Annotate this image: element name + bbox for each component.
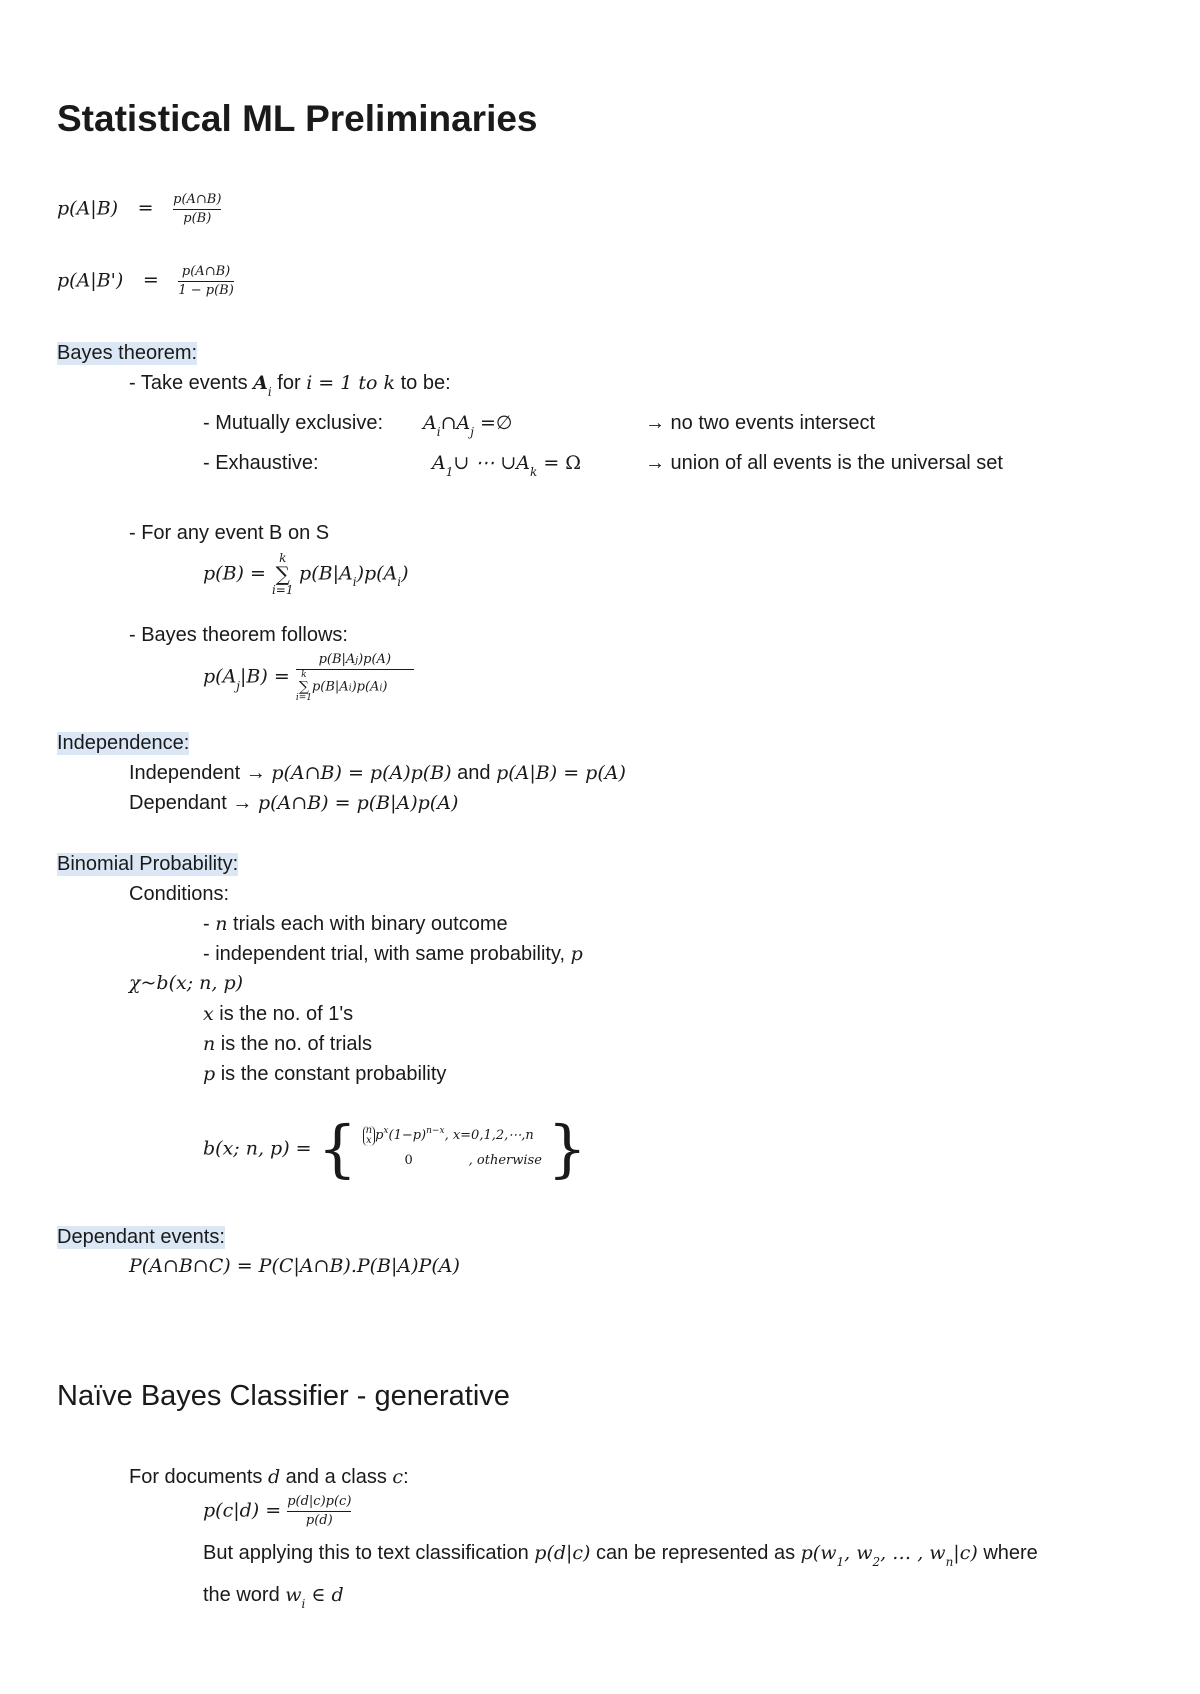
exhaustive-formula: $A_1\cup$ ⋯ $\cup A_k = \Omega$ — [432, 452, 582, 479]
mutually-exclusive-formula: $A_i\cap A_j$ =∅ — [423, 412, 513, 439]
dependant-line: Dependant → p(A∩B) = p(B|A)p(A) — [129, 792, 459, 814]
section-heading-binomial: Binomial Probability: — [57, 853, 239, 875]
naive-bayes-formula: p(c|d) = $\frac{p(d|c)p(c)}{p(d)}$ — [203, 1494, 352, 1528]
section-heading-bayes: Bayes theorem: — [57, 342, 198, 364]
independent-line: Independent → p(A∩B) = p(A)p(B) and p(A|B) = p(A) — [129, 762, 626, 784]
condition-independent: - independent trial, with same probability, p — [203, 943, 583, 965]
x-definition: x is the no. of 1's — [203, 1003, 354, 1025]
take-events-line: - Take events $A_i$ for i = 1 to k to be: — [129, 372, 451, 399]
mutually-exclusive-label: - Mutually exclusive: — [203, 412, 384, 434]
bayes-theorem-formula: $p(A_j|B)$ = p(B|Aj)p(A) k ∑ i=1 p(B|Ai)p(Ai) — [203, 652, 414, 703]
page-title: Statistical ML Preliminaries — [57, 98, 538, 139]
n-definition: n is the no. of trials — [203, 1033, 372, 1055]
bayes-follows-line: - Bayes theorem follows: — [129, 624, 348, 646]
exhaustive-label: - Exhaustive: — [203, 452, 319, 474]
p-definition: p is the constant probability — [203, 1063, 447, 1085]
conditional-probability-formula: p(A|B) = $\frac{p(A\cap B)}{p(B)}$ — [57, 192, 222, 226]
chain-rule-formula: P(A∩B∩C) = P(C|A∩B).P(B|A)P(A) — [129, 1255, 460, 1277]
binomial-pmf-formula: b(x; n, p) = { n x $p^x(1-p)^{n-x}$, x=0,1,2,⋯,n 0 , otherwise } — [203, 1112, 587, 1185]
section-title-naive-bayes: Naïve Bayes Classifier - generative — [57, 1380, 510, 1412]
exhaustive-note: → union of all events is the universal set — [645, 452, 1003, 474]
word-in-document-line: the word $w_i$ ∈ d — [203, 1584, 344, 1611]
any-event-line: - For any event B on S — [129, 522, 330, 544]
conditions-label: Conditions: — [129, 883, 230, 905]
mutually-exclusive-note: → no two events intersect — [645, 412, 876, 434]
section-heading-independence: Independence: — [57, 732, 190, 754]
binomial-distribution: χ~b(x; n, p) — [129, 972, 244, 994]
complement-conditional-formula: p(A|B') = $\frac{p(A\cap B)}{1 - p(B)}$ — [57, 264, 234, 298]
section-heading-dependant-events: Dependant events: — [57, 1226, 225, 1248]
total-probability-formula: p(B) = k ∑ i=1 $p(B|A_i)p(A_i)$ — [203, 551, 409, 597]
naive-bayes-intro: For documents d and a class c: — [129, 1466, 409, 1488]
text-classification-line: But applying this to text classification p(d|c) can be represented as $p(w_1$, $w_2$, … , $w_n|c$) where — [203, 1542, 1038, 1569]
condition-trials: - n trials each with binary outcome — [203, 913, 508, 935]
